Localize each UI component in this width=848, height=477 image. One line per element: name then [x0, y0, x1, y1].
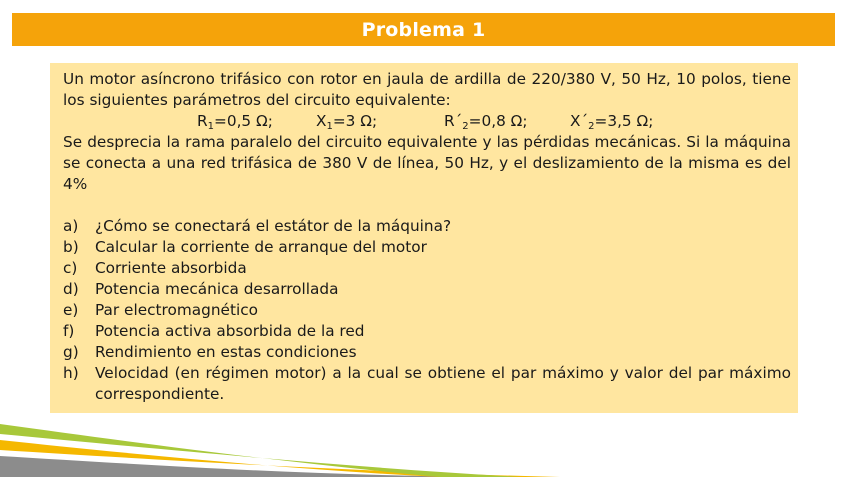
problem-intro: Un motor asíncrono trifásico con rotor en jaula de ardilla de 220/380 V, 50 Hz, 10 polos, tiene los siguientes parámetros del circuito equivalente:	[63, 70, 791, 109]
question-text: Potencia mecánica desarrollada	[95, 280, 339, 298]
question-text: Rendimiento en estas condiciones	[95, 343, 357, 361]
question-text: Par electromagnético	[95, 301, 258, 319]
circuit-parameters	[63, 111, 791, 132]
question-text: ¿Cómo se conectará el estátor de la máquina?	[95, 217, 452, 235]
question-item	[63, 279, 791, 300]
question-item	[63, 300, 791, 321]
page-title: Problema 1	[361, 18, 486, 41]
question-item	[63, 342, 791, 363]
question-letter: f)	[63, 322, 75, 340]
question-letter: d)	[63, 280, 79, 298]
question-text: Corriente absorbida	[95, 259, 247, 277]
decorative-swoosh	[0, 410, 848, 477]
question-letter: e)	[63, 301, 79, 319]
question-text: Velocidad (en régimen motor) a la cual se obtiene el par máximo y valor del par máximo correspondiente.	[95, 364, 791, 403]
question-letter: h)	[63, 364, 79, 382]
question-letter: b)	[63, 238, 79, 256]
question-item	[63, 258, 791, 279]
question-letter: a)	[63, 217, 79, 235]
question-item	[63, 237, 791, 258]
param-x2-prime: $X´_2=3,5$ Ω;	[570, 112, 654, 132]
problem-body: Se desprecia la rama paralelo del circuito equivalente y las pérdidas mecánicas. Si la máquina se conecta a una red trifásica de 380 V de línea, 50 Hz, y el deslizamiento de la misma es del 4%	[63, 133, 791, 193]
question-text: Potencia activa absorbida de la red	[95, 322, 365, 340]
question-text: Calcular la corriente de arranque del motor	[95, 238, 427, 256]
question-letter: g)	[63, 343, 79, 361]
question-letter: c)	[63, 259, 78, 277]
question-item	[63, 216, 791, 237]
param-x1: $X_1=3$ Ω;	[316, 112, 378, 132]
question-list	[63, 216, 791, 405]
param-r2-prime: $R´_2=0,8$ Ω;	[444, 112, 528, 132]
question-item	[63, 321, 791, 342]
spacer	[63, 195, 791, 216]
question-item	[63, 363, 791, 405]
param-r1: $R_1=0,5$ Ω;	[197, 112, 273, 132]
problem-box	[50, 63, 798, 413]
title-bar	[12, 13, 835, 46]
